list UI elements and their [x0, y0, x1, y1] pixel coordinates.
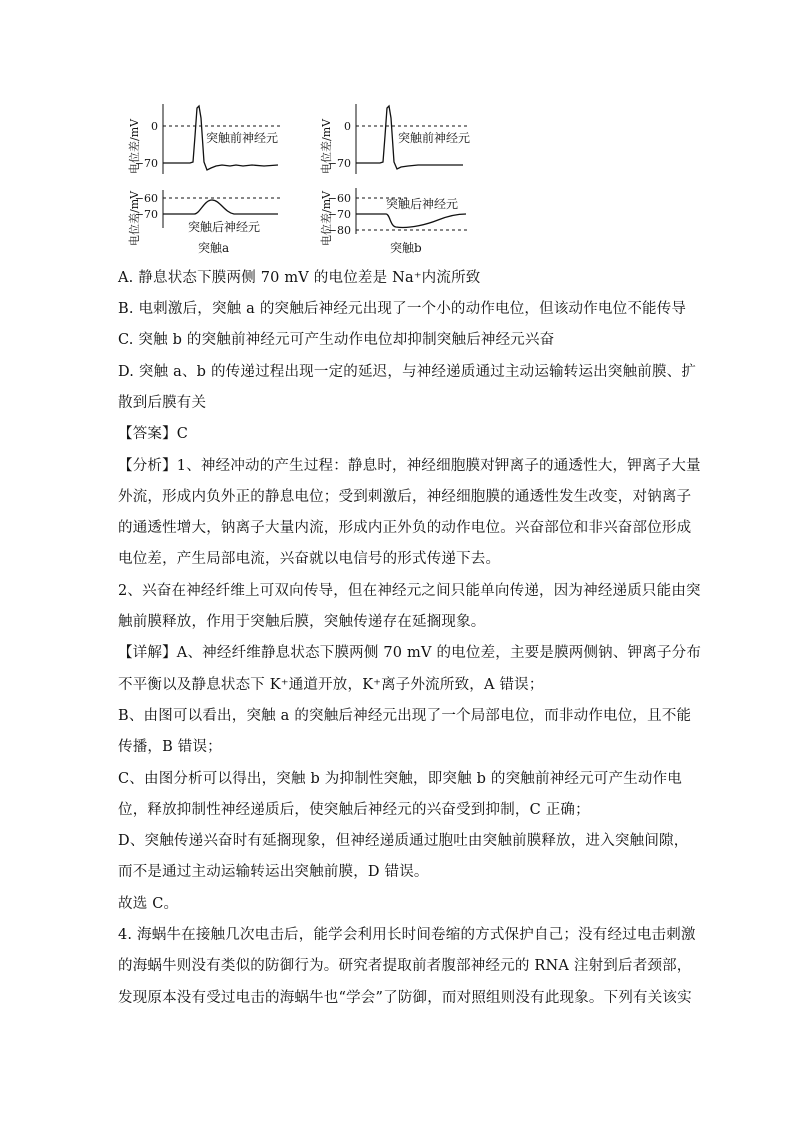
analysis-line: 【分析】1、神经冲动的产生过程：静息时，神经细胞膜对钾离子的通透性大，钾离子大量 — [118, 458, 701, 474]
chart-b-post — [319, 188, 468, 255]
conclusion-line: 故选 C。 — [118, 896, 179, 912]
chart-a-post-tick-m70: −70 — [134, 208, 158, 221]
chart-b-post-tick-m70: −70 — [327, 208, 351, 221]
detail-line: 而不是通过主动运输转运出突触前膜，D 错误。 — [118, 864, 429, 880]
analysis-line: 电位差，产生局部电流，兴奋就以电信号的形式传递下去。 — [118, 551, 501, 567]
option-d: D. 突触 a、b 的传递过程出现一定的延迟，与神经递质通过主动运输转运出突触前膜、扩 — [118, 364, 697, 380]
chart-a-post-label: 突触后神经元 — [188, 220, 261, 234]
chart-a-pre-tick-m70: −70 — [134, 157, 158, 170]
option-b: B. 电刺激后，突触 a 的突触后神经元出现了一个小的动作电位，但该动作电位不能传导 — [118, 301, 687, 317]
chart-a-pre-label: 突触前神经元 — [206, 131, 279, 145]
analysis-line: 触前膜释放，作用于突触后膜，突触传递存在延搁现象。 — [118, 614, 486, 630]
figure-svg — [118, 96, 498, 260]
detail-line: B、由图可以看出，突触 a 的突触后神经元出现了一个局部电位，而非动作电位，且不能 — [118, 708, 692, 724]
question-4-line: 的海蜗牛则没有类似的防御行为。研究者提取前者腹部神经元的 RNA 注射到后者颈部， — [118, 958, 692, 974]
caption-synapse-a: 突触a — [198, 241, 230, 255]
chart-b-pre-label: 突触前神经元 — [398, 131, 471, 145]
chart-b-post-trace — [356, 214, 466, 227]
question-4-line: 4. 海蜗牛在接触几次电击后，能学会利用长时间卷缩的方式保护自己；没有经过电击刺激 — [118, 927, 696, 943]
chart-a-post-trace — [163, 200, 278, 214]
chart-b-pre-tick-m70: −70 — [327, 157, 351, 170]
option-d-continued: 散到后膜有关 — [118, 395, 207, 411]
analysis-line: 外流，形成内负外正的静息电位；受到刺激后，神经细胞膜的通透性发生改变，对钠离子 — [118, 489, 692, 505]
detail-line: 传播，B 错误； — [118, 739, 222, 755]
detail-line: 位，释放抑制性神经递质后，使突触后神经元的兴奋受到抑制，C 正确； — [118, 802, 590, 818]
chart-b-pre — [319, 104, 470, 174]
question-4-line: 发现原本没有受过电击的海蜗牛也“学会”了防御，而对照组则没有此现象。下列有关该实 — [118, 990, 692, 1006]
answer-line: 【答案】C — [118, 426, 189, 442]
chart-a-pre-tick-0: 0 — [151, 120, 158, 133]
detail-line: D、突触传递兴奋时有延搁现象，但神经递质通过胞吐由突触前膜释放，进入突触间隙， — [118, 833, 689, 849]
caption-synapse-b: 突触b — [390, 241, 422, 255]
chart-b-post-tick-m60: −60 — [327, 192, 351, 205]
synapse-potential-figure — [118, 96, 498, 260]
chart-a-pre-ylabel: 电位差/mV — [128, 118, 141, 174]
detail-line: C、由图分析可以得出，突触 b 为抑制性突触，即突触 b 的突触前神经元可产生动作电 — [118, 771, 682, 787]
option-a: A. 静息状态下膜两侧 70 mV 的电位差是 Na⁺内流所致 — [118, 270, 481, 286]
chart-b-pre-tick-0: 0 — [344, 120, 351, 133]
chart-b-post-tick-m80: −80 — [327, 224, 351, 237]
chart-a-post-ylabel: 电位差/mV — [128, 190, 141, 246]
chart-a-post — [127, 190, 280, 255]
chart-b-post-ylabel: 电位差/mV — [320, 190, 333, 246]
detail-line: 【详解】A、神经纤维静息状态下膜两侧 70 mV 的电位差，主要是膜两侧钠、钾离子分布 — [118, 645, 702, 661]
option-c: C. 突触 b 的突触前神经元可产生动作电位却抑制突触后神经元兴奋 — [118, 332, 555, 348]
analysis-line: 2、兴奋在神经纤维上可双向传导，但在神经元之间只能单向传递，因为神经递质只能由突 — [118, 583, 701, 599]
chart-b-post-label: 突触后神经元 — [386, 197, 459, 211]
chart-b-pre-ylabel: 电位差/mV — [320, 118, 333, 174]
analysis-line: 的通透性增大，钠离子大量内流，形成内正外负的动作电位。兴奋部位和非兴奋部位形成 — [118, 520, 692, 536]
chart-a-post-tick-m60: −60 — [134, 192, 158, 205]
chart-a-pre — [127, 104, 280, 174]
detail-line: 不平衡以及静息状态下 K⁺通道开放，K⁺离子外流所致，A 错误； — [118, 677, 544, 693]
